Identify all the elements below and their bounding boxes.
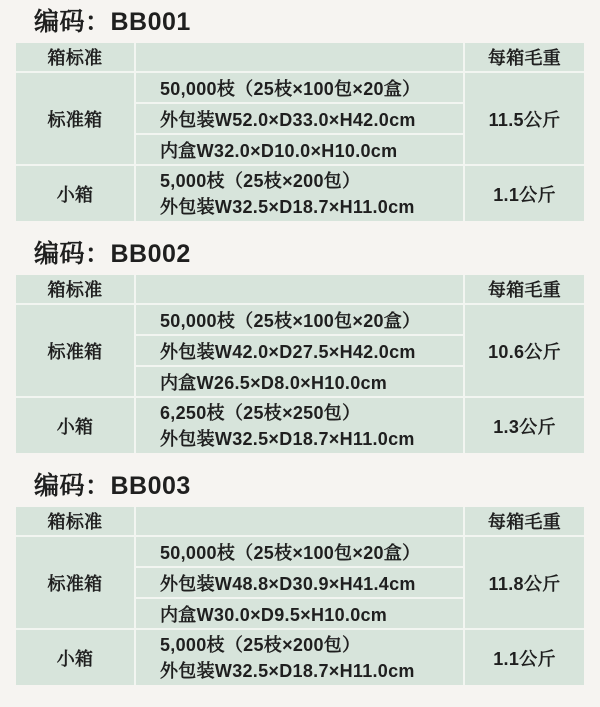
spec-line-quantity: 5,000枝（25枝×200包） — [160, 634, 361, 655]
standard-box-weight-cell: 11.5公斤 — [465, 73, 584, 164]
product-code-title: 编码：BB003 — [34, 472, 191, 500]
product-section-bb003 — [16, 473, 584, 685]
product-section-bb002 — [16, 241, 584, 453]
spec-cell-quantity: 50,000枝（25枝×100包×20盒） — [136, 73, 463, 102]
standard-box-weight-cell: 11.8公斤 — [465, 537, 584, 628]
spec-line-outer-packing: 外包装W32.5×D18.7×H11.0cm — [160, 660, 415, 681]
small-box-spec-cell — [136, 398, 463, 453]
spec-cell-inner-box: 内盒W30.0×D9.5×H10.0cm — [136, 599, 463, 628]
small-box-weight-cell: 1.3公斤 — [465, 398, 584, 453]
spec-cell-inner-box: 内盒W32.0×D10.0×H10.0cm — [136, 135, 463, 164]
spec-cell-quantity: 50,000枝（25枝×100包×20盒） — [136, 537, 463, 566]
small-box-label-cell: 小箱 — [16, 398, 134, 453]
header-cell-empty — [136, 275, 463, 303]
spec-cell-outer-packing: 外包装W52.0×D33.0×H42.0cm — [136, 104, 463, 133]
spec-line-outer-packing: 外包装W32.5×D18.7×H11.0cm — [160, 428, 415, 449]
packing-spec-table — [16, 43, 584, 221]
scanned-spec-page — [0, 9, 600, 685]
standard-box-label-cell: 标准箱 — [16, 73, 134, 164]
header-cell-box-standard: 箱标准 — [16, 507, 134, 535]
spec-cell-outer-packing: 外包装W48.8×D30.9×H41.4cm — [136, 568, 463, 597]
standard-box-label-cell: 标准箱 — [16, 305, 134, 396]
header-cell-gross-weight: 每箱毛重 — [465, 507, 584, 535]
small-box-weight-cell: 1.1公斤 — [465, 630, 584, 685]
standard-box-label-cell: 标准箱 — [16, 537, 134, 628]
header-cell-empty — [136, 507, 463, 535]
header-cell-box-standard: 箱标准 — [16, 275, 134, 303]
packing-spec-table — [16, 275, 584, 453]
spec-line-outer-packing: 外包装W32.5×D18.7×H11.0cm — [160, 196, 415, 217]
spec-cell-outer-packing: 外包装W42.0×D27.5×H42.0cm — [136, 336, 463, 365]
header-cell-box-standard: 箱标准 — [16, 43, 134, 71]
spec-cell-quantity: 50,000枝（25枝×100包×20盒） — [136, 305, 463, 334]
header-cell-empty — [136, 43, 463, 71]
spec-cell-inner-box: 内盒W26.5×D8.0×H10.0cm — [136, 367, 463, 396]
product-code-title: 编码：BB001 — [34, 8, 191, 36]
product-section-bb001 — [16, 9, 584, 221]
small-box-weight-cell: 1.1公斤 — [465, 166, 584, 221]
small-box-label-cell: 小箱 — [16, 630, 134, 685]
header-cell-gross-weight: 每箱毛重 — [465, 43, 584, 71]
small-box-label-cell: 小箱 — [16, 166, 134, 221]
standard-box-weight-cell: 10.6公斤 — [465, 305, 584, 396]
product-code-title: 编码：BB002 — [34, 240, 191, 268]
small-box-spec-cell — [136, 630, 463, 685]
spec-line-quantity: 5,000枝（25枝×200包） — [160, 170, 361, 191]
packing-spec-table — [16, 507, 584, 685]
spec-line-quantity: 6,250枝（25枝×250包） — [160, 402, 361, 423]
small-box-spec-cell — [136, 166, 463, 221]
header-cell-gross-weight: 每箱毛重 — [465, 275, 584, 303]
